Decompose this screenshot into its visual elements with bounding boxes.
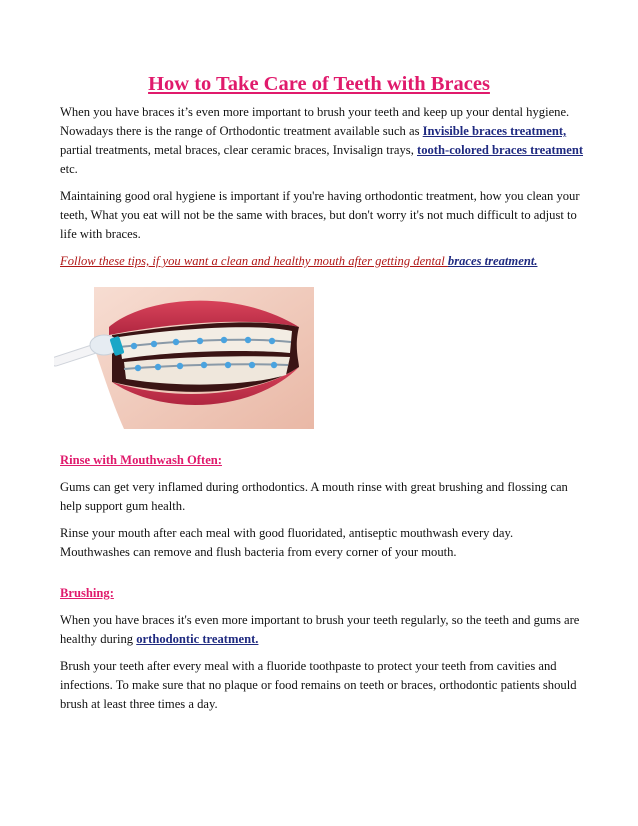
- document-body: [60, 103, 585, 722]
- rinse-heading: Rinse with Mouthwash Often:: [60, 453, 222, 467]
- tips-line: [60, 252, 585, 271]
- intro-text-b: partial treatments, metal braces, clear ceramic braces, Invisalign trays,: [60, 143, 418, 157]
- intro-text-a: When you have braces it’s even more important to brush your teeth and keep up your dental hygiene. Nowadays there is the range of Orthodontic treatment available such as: [60, 105, 570, 138]
- tips-text: Follow these tips, if you want a clean and healthy mouth after getting dental: [60, 254, 448, 268]
- brushing-text-a: When you have braces it's even more important to brush your teeth regularly, so the teeth and gums are healthy during: [60, 613, 580, 646]
- orthodontic-treatment-link[interactable]: orthodontic treatment.: [136, 632, 259, 646]
- brushing-paragraph-1: [60, 611, 585, 649]
- braces-brushing-photo: [54, 287, 314, 429]
- braces-treatment-link[interactable]: braces treatment.: [447, 254, 538, 268]
- brushing-paragraph-2: Brush your teeth after every meal with a fluoride toothpaste to protect your teeth from cavities and infections. To make sure that no plaque or food remains on teeth or braces, orthodontic patients should brush at least three times a day.: [60, 659, 577, 711]
- brushing-heading: Brushing:: [60, 586, 114, 600]
- intro-paragraph-2: Maintaining good oral hygiene is important if you're having orthodontic treatment, how you clean your teeth, What you eat will not be the same with braces, but don't worry it's not much difficult to adjust to life with braces.: [60, 189, 580, 241]
- tooth-colored-braces-link[interactable]: tooth-colored braces treatment: [417, 143, 584, 157]
- intro-paragraph-1: [60, 103, 585, 179]
- rinse-paragraph-1: Gums can get very inflamed during orthodontics. A mouth rinse with great brushing and flossing can help support gum health.: [60, 480, 568, 513]
- rinse-paragraph-2: Rinse your mouth after each meal with good fluoridated, antiseptic mouthwash every day. Mouthwashes can remove and flush bacteria from every corner of your mouth.: [60, 526, 514, 559]
- invisible-braces-link[interactable]: Invisible braces treatment,: [422, 124, 567, 138]
- spacer: [60, 570, 585, 584]
- page-title: How to Take Care of Teeth with Braces: [148, 73, 490, 95]
- intro-text-c: etc.: [60, 162, 78, 176]
